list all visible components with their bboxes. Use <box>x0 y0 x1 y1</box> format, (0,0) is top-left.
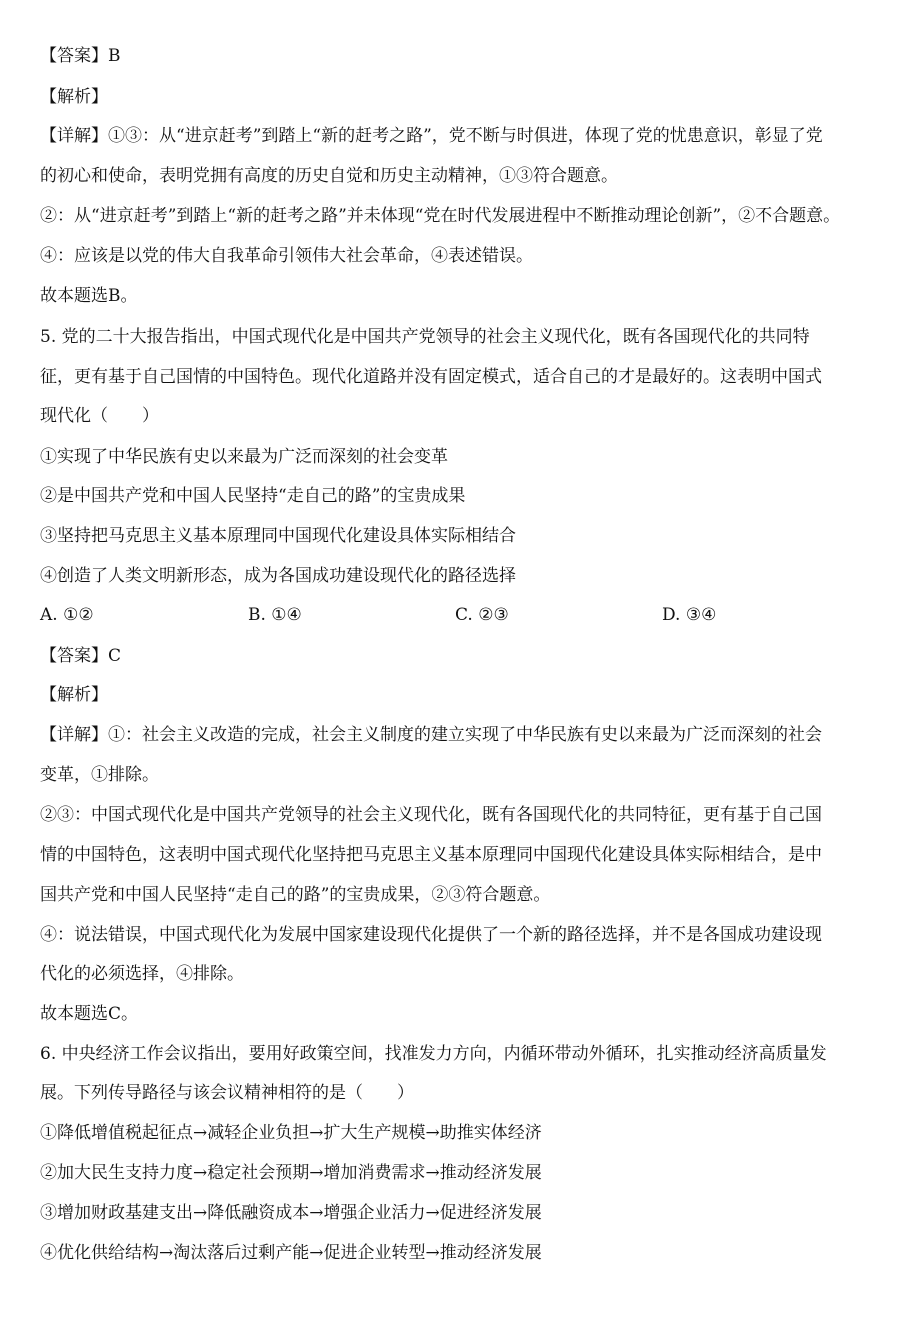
analysis-label-q5: 【解析】 <box>40 685 108 705</box>
question-5-item: ②是中国共产党和中国人民坚持“走自己的路”的宝贵成果 <box>40 486 466 506</box>
analysis-label-q4: 【解析】 <box>40 87 108 107</box>
detail-text: ②③：中国式现代化是中国共产党领导的社会主义现代化，既有各国现代化的共同特征，更有基于自己国 <box>40 805 822 825</box>
detail-text: ④：说法错误，中国式现代化为发展中国家建设现代化提供了一个新的路径选择，并不是各国成功建设现 <box>40 925 822 945</box>
detail-text: ④：应该是以党的伟大自我革命引领伟大社会革命，④表述错误。 <box>40 246 533 266</box>
detail-text: ②：从“进京赶考”到踏上“新的赶考之路”并未体现“党在时代发展进程中不断推动理论创新”，②不合题意。 <box>40 206 841 226</box>
conclusion-text: 故本题选C。 <box>40 1004 139 1024</box>
question-6-item: ③增加财政基建支出→降低融资成本→增强企业活力→促进经济发展 <box>40 1203 542 1223</box>
question-5-stem: 现代化（ ） <box>40 406 159 426</box>
option-d: D. ③④ <box>662 605 717 625</box>
conclusion-text: 故本题选B。 <box>40 286 138 306</box>
question-5-stem: 5. 党的二十大报告指出，中国式现代化是中国共产党领导的社会主义现代化，既有各国现代化的共同特 <box>40 327 810 347</box>
question-6-item: ①降低增值税起征点→减轻企业负担→扩大生产规模→助推实体经济 <box>40 1123 542 1143</box>
detail-text: 【详解】①：社会主义改造的完成，社会主义制度的建立实现了中华民族有史以来最为广泛而深刻的社会 <box>40 725 822 745</box>
answer-label-q5: 【答案】C <box>40 646 122 666</box>
detail-text: 代化的必须选择，④排除。 <box>40 964 244 984</box>
detail-text: 【详解】①③：从“进京赶考”到踏上“新的赶考之路”，党不断与时俱进，体现了党的忧患意识，彰显了党 <box>40 126 823 146</box>
question-5-item: ④创造了人类文明新形态，成为各国成功建设现代化的路径选择 <box>40 566 516 586</box>
question-5-item: ①实现了中华民族有史以来最为广泛而深刻的社会变革 <box>40 447 448 467</box>
detail-text: 国共产党和中国人民坚持“走自己的路”的宝贵成果，②③符合题意。 <box>40 885 551 905</box>
answer-label-q4: 【答案】B <box>40 46 121 66</box>
detail-text: 的初心和使命，表明党拥有高度的历史自觉和历史主动精神，①③符合题意。 <box>40 166 618 186</box>
option-c: C. ②③ <box>455 605 509 625</box>
question-6-stem: 展。下列传导路径与该会议精神相符的是（ ） <box>40 1083 414 1103</box>
question-5-item: ③坚持把马克思主义基本原理同中国现代化建设具体实际相结合 <box>40 526 516 546</box>
option-a: A. ①② <box>40 605 94 625</box>
detail-text: 情的中国特色，这表明中国式现代化坚持把马克思主义基本原理同中国现代化建设具体实际相结合，是中 <box>40 845 822 865</box>
question-5-stem: 征，更有基于自己国情的中国特色。现代化道路并没有固定模式，适合自己的才是最好的。这表明中国式 <box>40 367 822 387</box>
option-b: B. ①④ <box>248 605 302 625</box>
detail-text: 变革，①排除。 <box>40 765 159 785</box>
question-6-item: ④优化供给结构→淘汰落后过剩产能→促进企业转型→推动经济发展 <box>40 1243 542 1263</box>
question-6-item: ②加大民生支持力度→稳定社会预期→增加消费需求→推动经济发展 <box>40 1163 542 1183</box>
question-6-stem: 6. 中央经济工作会议指出，要用好政策空间，找准发力方向，内循环带动外循环，扎实推动经济高质量发 <box>40 1044 827 1064</box>
